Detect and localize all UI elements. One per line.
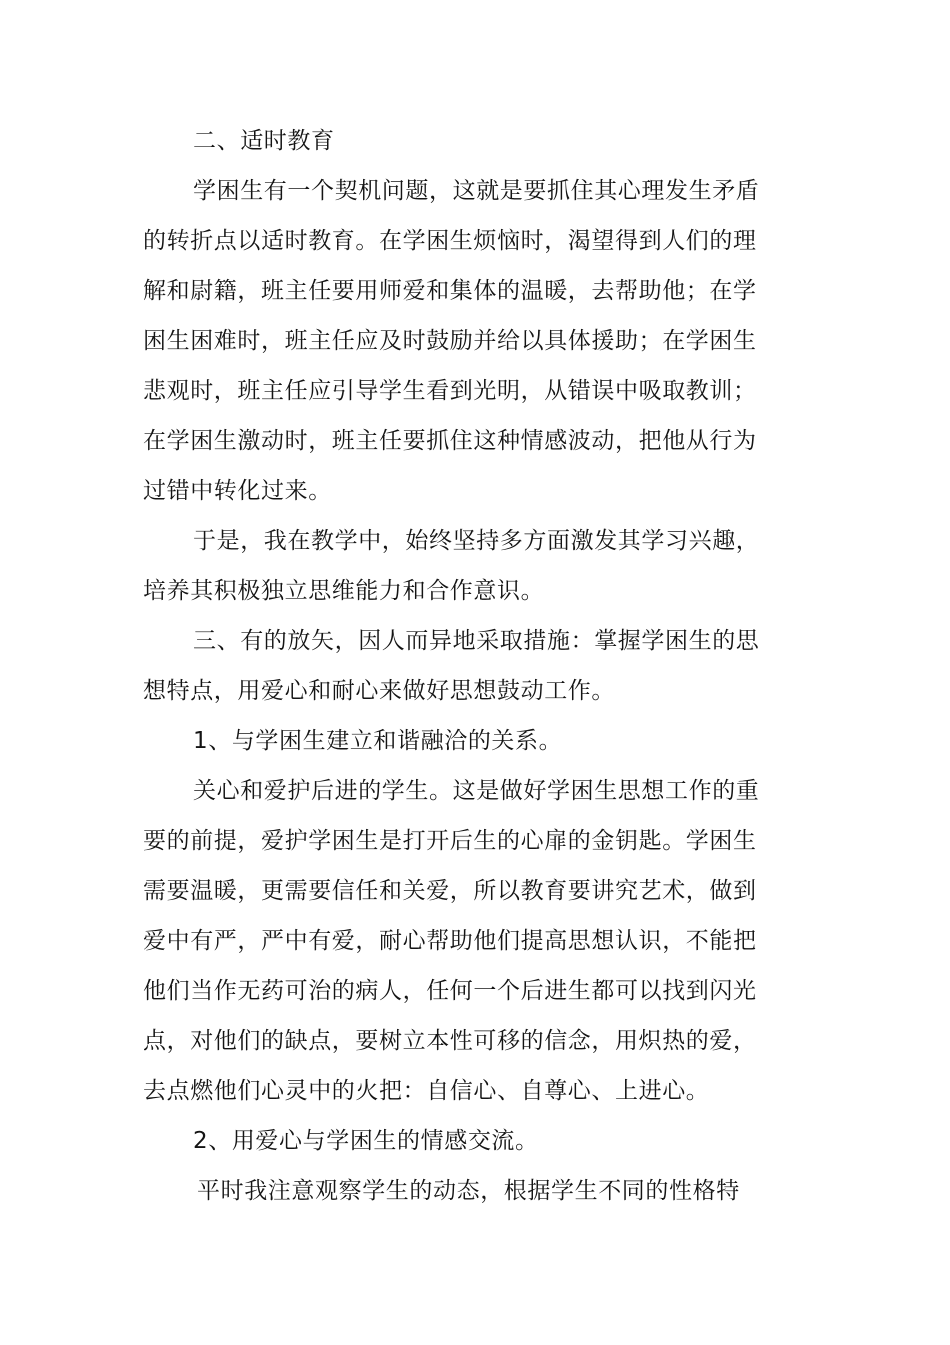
paragraph-line: 培养其积极独立思维能力和合作意识。 [143, 578, 545, 604]
paragraph-line: 点，对他们的缺点，要树立本性可移的信念，用炽热的爱， [143, 1028, 757, 1054]
paragraph-line: 于是，我在教学中，始终坚持多方面激发其学习兴趣， [193, 528, 760, 554]
paragraph-line: 过错中转化过来。 [143, 478, 332, 504]
paragraph-line: 去点燃他们心灵中的火把：自信心、自尊心、上进心。 [143, 1078, 710, 1104]
paragraph-line: 爱中有严，严中有爱，耐心帮助他们提高思想认识，不能把 [143, 928, 757, 954]
section-heading-3: 三、有的放矢，因人而异地采取措施：掌握学困生的思 [193, 628, 760, 654]
paragraph-line: 的转折点以适时教育。在学困生烦恼时，渴望得到人们的理 [143, 228, 757, 254]
paragraph-line: 悲观时，班主任应引导学生看到光明，从错误中吸取教训； [143, 378, 757, 404]
paragraph-line: 平时我注意观察学生的动态，根据学生不同的性格特 [197, 1178, 740, 1204]
subheading-1: 1、与学困生建立和谐融洽的关系。 [193, 728, 563, 754]
paragraph-line: 要的前提，爱护学困生是打开后生的心扉的金钥匙。学困生 [143, 828, 757, 854]
paragraph-line: 在学困生激动时，班主任要抓住这种情感波动，把他从行为 [143, 428, 757, 454]
paragraph-line: 困生困难时，班主任应及时鼓励并给以具体援助；在学困生 [143, 328, 757, 354]
paragraph-line: 想特点，用爱心和耐心来做好思想鼓动工作。 [143, 678, 615, 704]
paragraph-line: 关心和爱护后进的学生。这是做好学困生思想工作的重 [193, 778, 760, 804]
paragraph-line: 需要温暖，更需要信任和关爱，所以教育要讲究艺术，做到 [143, 878, 757, 904]
paragraph-line: 他们当作无药可治的病人，任何一个后进生都可以找到闪光 [143, 978, 757, 1004]
section-heading-2: 二、适时教育 [193, 128, 335, 154]
paragraph-line: 解和尉籍，班主任要用师爱和集体的温暖，去帮助他；在学 [143, 278, 757, 304]
paragraph-line: 学困生有一个契机问题，这就是要抓住其心理发生矛盾 [193, 178, 760, 204]
subheading-2: 2、用爱心与学困生的情感交流。 [193, 1128, 539, 1154]
